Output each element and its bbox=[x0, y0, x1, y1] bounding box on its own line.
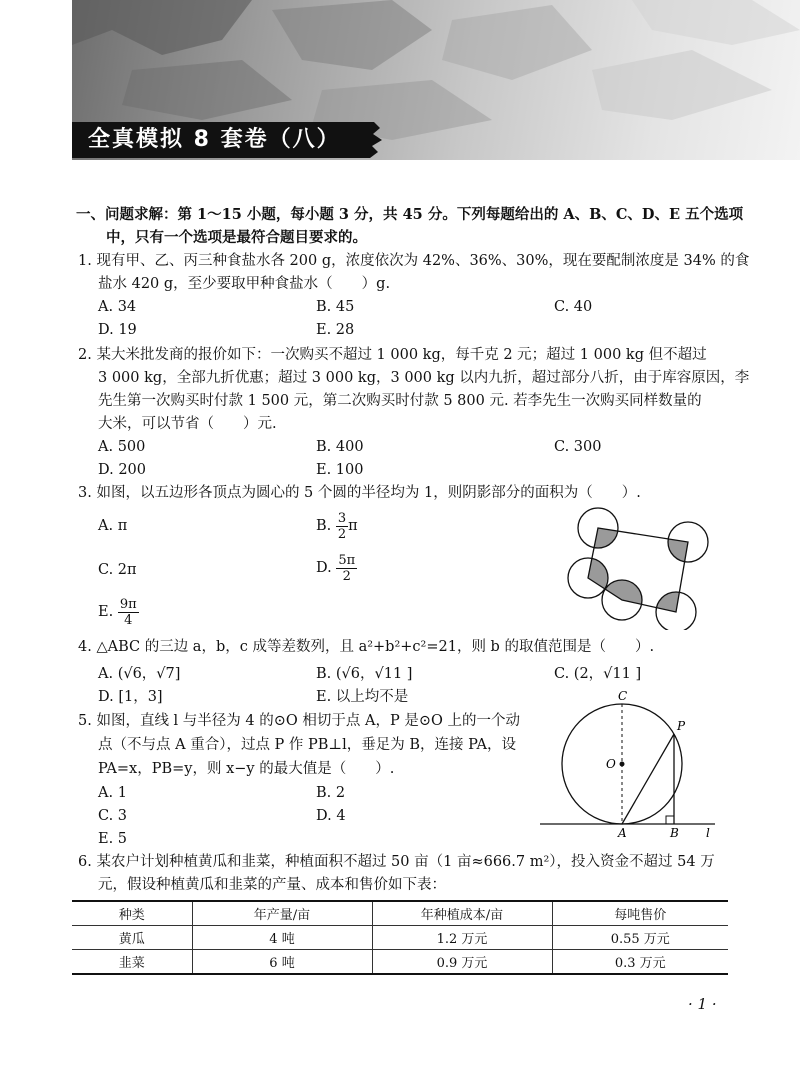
question-5-option-e: E. 5 bbox=[98, 831, 128, 847]
pentagon-circles-figure bbox=[560, 500, 720, 630]
tangent-circle-figure bbox=[540, 688, 730, 838]
page-number: · 1 · bbox=[688, 995, 717, 1013]
question-5-option-a: A. 1 bbox=[98, 785, 127, 801]
question-3-option-d bbox=[316, 550, 357, 586]
question-2-line4: 大米，可以节省（ ）元. bbox=[98, 416, 277, 432]
question-2-option-d: D. 200 bbox=[98, 462, 147, 478]
question-2-option-c: C. 300 bbox=[554, 439, 602, 455]
question-5-option-b: B. 2 bbox=[316, 785, 346, 801]
question-1-option-e: E. 28 bbox=[316, 322, 355, 338]
question-2-line2: 3 000 kg，全部九折优惠；超过 3 000 kg，3 000 kg 以内九折，超过部分八折，由于库容原因，李 bbox=[98, 370, 750, 386]
question-5-line1: 5. 如图，直线 l 与半径为 4 的⊙O 相切于点 A，P 是⊙O 上的一个动 bbox=[78, 713, 520, 729]
table-header-row bbox=[72, 901, 728, 926]
question-1-line2: 盐水 420 g，至少要取甲种食盐水（ ）g. bbox=[98, 276, 391, 292]
table-header-cell: 年产量/亩 bbox=[192, 901, 372, 926]
table-header-cell: 年种植成本/亩 bbox=[372, 901, 552, 926]
table-cell: 0.9 万元 bbox=[372, 950, 552, 975]
section-heading-line1: 一、问题求解：第 1～15 小题，每小题 3 分，共 45 分。下列每题给出的 A、B、C、D、E 五个选项 bbox=[76, 206, 744, 223]
question-5-option-d: D. 4 bbox=[316, 808, 346, 824]
question-1-option-b: B. 45 bbox=[316, 299, 355, 315]
table-cell: 1.2 万元 bbox=[372, 926, 552, 950]
label-l: l bbox=[706, 826, 710, 838]
label-p: P bbox=[677, 719, 686, 733]
question-2-option-a: A. 500 bbox=[98, 439, 146, 455]
question-4-option-c: C. (2，√11 ] bbox=[554, 666, 642, 682]
option-b-pi: π bbox=[348, 518, 358, 534]
question-2-line1: 2. 某大米批发商的报价如下：一次购买不超过 1 000 kg，每千克 2 元；超过 1 000 kg 但不超过 bbox=[78, 347, 707, 363]
question-1-option-a: A. 34 bbox=[98, 299, 137, 315]
question-1-line1: 1. 现有甲、乙、丙三种食盐水各 200 g，浓度依次为 42%、36%、30%，现在要配制浓度是 34% 的食 bbox=[78, 253, 750, 269]
question-3-option-e bbox=[98, 594, 139, 630]
question-5-line2: 点（不与点 A 重合），过点 P 作 PB⊥l，垂足为 B，连接 PA，设 bbox=[98, 737, 516, 753]
label-b: B bbox=[670, 826, 679, 838]
crop-data-table bbox=[72, 900, 728, 975]
question-3-line1: 3. 如图，以五边形各顶点为圆心的 5 个圆的半径均为 1，则阴影部分的面积为（ ）. bbox=[78, 485, 641, 501]
option-b-numerator: 3 bbox=[337, 510, 347, 526]
option-e-numerator: 9π bbox=[119, 596, 137, 612]
table-row bbox=[72, 950, 728, 975]
label-c: C bbox=[618, 689, 628, 703]
table-header-cell: 每吨售价 bbox=[552, 901, 728, 926]
option-d-fraction bbox=[336, 553, 357, 584]
question-6-line2: 元，假设种植黄瓜和韭菜的产量、成本和售价如下表： bbox=[98, 877, 446, 893]
option-e-label: E. bbox=[98, 604, 114, 620]
question-4-option-d: D. [1，3] bbox=[98, 689, 163, 705]
question-3-option-a: A. π bbox=[98, 518, 128, 534]
option-d-label: D. bbox=[316, 560, 332, 576]
table-cell: 0.3 万元 bbox=[552, 950, 728, 975]
title-edge-decoration bbox=[364, 122, 404, 158]
table-cell: 6 吨 bbox=[192, 950, 372, 975]
label-o: O bbox=[606, 757, 616, 771]
table-row bbox=[72, 926, 728, 950]
question-4-option-e: E. 以上均不是 bbox=[316, 689, 409, 705]
question-4-option-b: B. (√6，√11 ] bbox=[316, 666, 413, 682]
table-cell: 韭菜 bbox=[72, 950, 192, 975]
option-b-label: B. bbox=[316, 518, 332, 534]
option-b-fraction bbox=[336, 511, 348, 542]
section-heading-line2: 中，只有一个选项是最符合题目要求的。 bbox=[106, 229, 367, 246]
table-header-cell: 种类 bbox=[72, 901, 192, 926]
table-cell: 0.55 万元 bbox=[552, 926, 728, 950]
question-3-option-b bbox=[316, 508, 358, 544]
question-2-option-e: E. 100 bbox=[316, 462, 364, 478]
question-5-option-c: C. 3 bbox=[98, 808, 128, 824]
question-3-option-c: C. 2π bbox=[98, 562, 137, 578]
option-d-numerator: 5π bbox=[338, 552, 356, 568]
question-2-option-b: B. 400 bbox=[316, 439, 364, 455]
question-2-line3: 先生第一次购买时付款 1 500 元，第二次购买时付款 5 800 元. 若李先生一次购买同样数量的 bbox=[98, 393, 702, 409]
option-b-denominator: 2 bbox=[337, 526, 347, 542]
label-a: A bbox=[618, 826, 627, 838]
question-1-option-d: D. 19 bbox=[98, 322, 137, 338]
question-6-line1: 6. 某农户计划种植黄瓜和韭菜，种植面积不超过 50 亩（1 亩≈666.7 m²），投入资金不超过 54 万 bbox=[78, 854, 715, 870]
option-e-fraction bbox=[118, 597, 139, 628]
table-cell: 4 吨 bbox=[192, 926, 372, 950]
question-1-option-c: C. 40 bbox=[554, 299, 593, 315]
page-title: 全真模拟 8 套卷（八） bbox=[72, 122, 364, 158]
question-5-line3: PA=x，PB=y，则 x−y 的最大值是（ ）. bbox=[98, 761, 395, 777]
question-4-option-a: A. (√6，√7] bbox=[98, 666, 181, 682]
table-cell: 黄瓜 bbox=[72, 926, 192, 950]
option-e-denominator: 4 bbox=[124, 612, 133, 628]
question-4-line1: 4. △ABC 的三边 a，b，c 成等差数列，且 a²+b²+c²=21，则 b 的取值范围是（ ）. bbox=[78, 639, 655, 655]
option-d-denominator: 2 bbox=[342, 568, 351, 584]
